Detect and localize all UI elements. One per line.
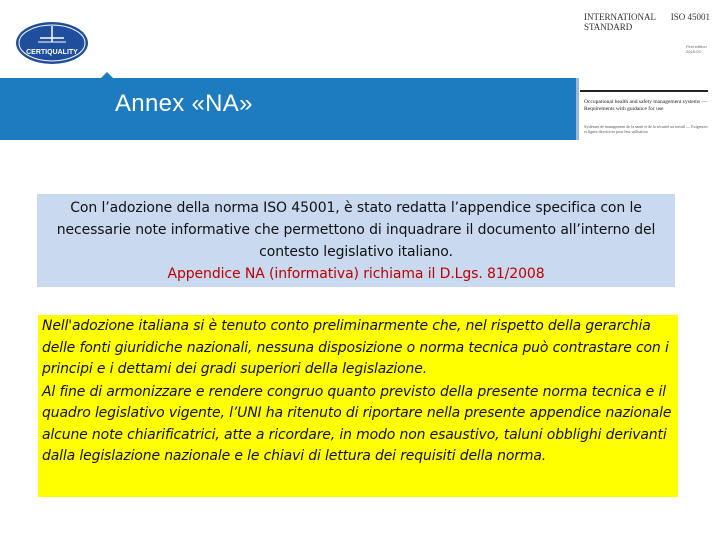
iso-cover-edge [576, 78, 579, 140]
title-band [0, 78, 578, 140]
iso-cover-subtitle: Systèmes de management de la santé et de la sécurité au travail — Exigences et lignes directrices pour leur utilisation [584, 124, 708, 134]
note-paragraph-1: Nell'adozione italiana si è tenuto conto preliminarmente che, nel rispetto della gerarchia delle fonti giuridiche nazionali, nessuna disposizione o norma tecnica può contrastare con i principi e i dettami dei gradi superiori della legislazione. [42, 318, 669, 377]
note-box [38, 315, 678, 497]
iso-cover-title: Occupational health and safety management systems — Requirements with guidance for use [584, 99, 708, 112]
note-paragraph-2: Al fine di armonizzare e rendere congruo quanto previsto della presente norma tecnica e il quadro legislativo vigente, l’UNI ha ritenuto di riportare nella presente appendice nazionale alcune note chiarificatrici, atte a ricordare, in modo non esaustivo, taluni obblighi derivanti dalla legislazione nazionale e le chiavi di lettura dei requisiti della norma. [42, 383, 672, 464]
certiquality-logo [14, 20, 90, 66]
logo-text: CERTIQUALITY [26, 49, 78, 56]
iso-label-right: ISO 45001 [670, 12, 710, 22]
iso-cover-header [584, 12, 710, 32]
iso-edition: First edition 2018-03 [686, 44, 707, 54]
intro-box [37, 194, 675, 287]
iso-label-left: INTERNATIONAL STANDARD [584, 12, 656, 32]
iso-cover-rule [580, 90, 708, 92]
intro-text: Con l’adozione della norma ISO 45001, è stato redatta l’appendice specifica con le necessarie note informative che permettono di inquadrare il documento all’interno del contesto legislativo italiano. [56, 200, 656, 260]
page-title: Annex «NA» [115, 90, 253, 117]
intro-highlight: Appendice NA (informativa) richiama il D.Lgs. 81/2008 [167, 266, 545, 282]
intro-paragraph [37, 194, 675, 285]
